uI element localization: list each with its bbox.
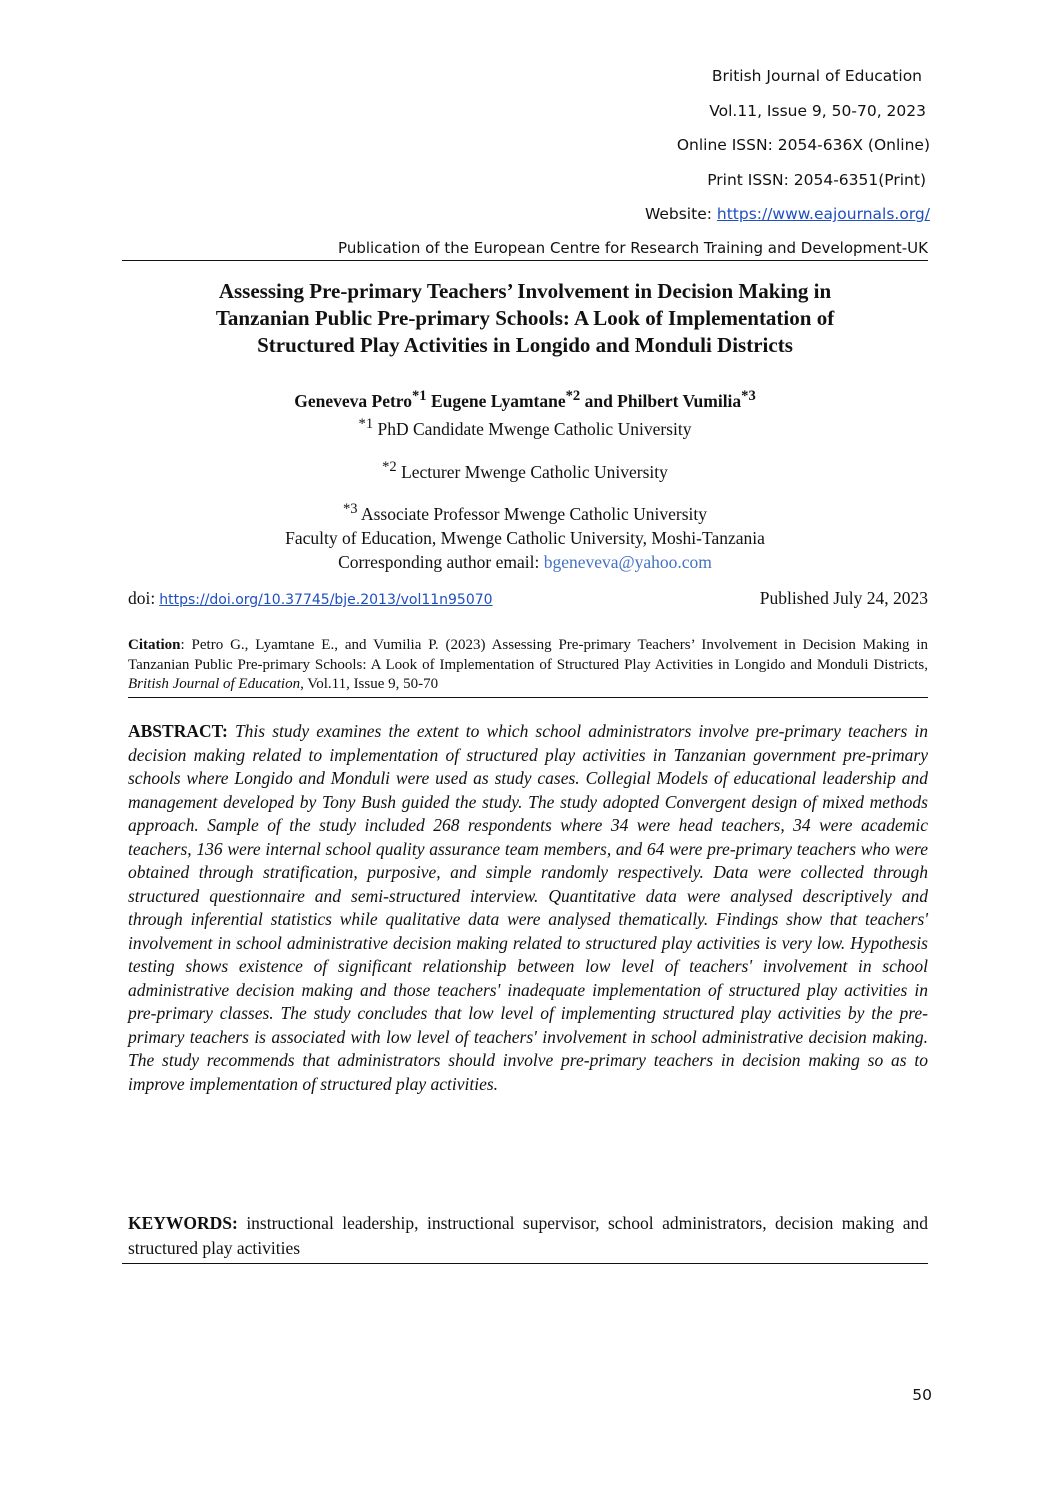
keywords bbox=[122, 1211, 928, 1264]
affiliation-1 bbox=[122, 412, 928, 441]
affiliation-2 bbox=[122, 455, 928, 484]
author-3-mark: *3 bbox=[741, 388, 756, 404]
author-2: Eugene Lyamtane bbox=[426, 390, 566, 411]
citation-text: : Petro G., Lyamtane E., and Vumilia P. (2023) Assessing Pre-primary Teachers’ Involvement in Decision Making in Tanzanian Public Pre-primary Schools: A Look of Implementation of Structured Play Activities in Longido and Monduli Districts, bbox=[128, 637, 928, 673]
online-issn: Online ISSN: 2054-636X (Online) bbox=[676, 136, 930, 154]
abstract bbox=[128, 720, 928, 1096]
email-label: Corresponding author email: bbox=[338, 552, 544, 573]
citation-journal: British Journal of Education bbox=[128, 676, 301, 693]
authors-block bbox=[122, 385, 928, 574]
affiliation-1-text: PhD Candidate Mwenge Catholic University bbox=[373, 418, 692, 439]
author-1-mark: *1 bbox=[412, 388, 427, 404]
publisher-line: Publication of the European Centre for Research Training and Development-UK bbox=[122, 238, 928, 261]
abstract-label: ABSTRACT: bbox=[128, 721, 228, 741]
faculty-line: Faculty of Education, Mwenge Catholic University, Moshi-Tanzania bbox=[285, 528, 765, 549]
author-2-mark: *2 bbox=[565, 388, 581, 404]
website-row bbox=[530, 200, 930, 235]
affiliation-2-mark: *2 bbox=[382, 458, 397, 475]
title-line-3: Structured Play Activities in Longido and Monduli Districts bbox=[257, 333, 793, 357]
journal-name: British Journal of Education bbox=[711, 67, 922, 85]
citation-label: Citation bbox=[128, 637, 181, 653]
keywords-label: KEYWORDS: bbox=[128, 1213, 238, 1233]
author-list bbox=[122, 385, 928, 412]
print-issn: Print ISSN: 2054-6351(Print) bbox=[707, 170, 926, 189]
citation-tail: , Vol.11, Issue 9, 50-70 bbox=[300, 676, 439, 693]
keywords-text: instructional leadership, instructional supervisor, school administrators, decision making and structured play activities bbox=[128, 1213, 928, 1258]
citation bbox=[128, 636, 928, 698]
doi-label: doi: bbox=[128, 588, 156, 608]
abstract-text: This study examines the extent to which school administrators involve pre-primary teachers in decision making related to implementation of structured play activities in Tanzanian government pre-primary schools where Longido and Monduli were used as study cases. Collegial Models of educational leadership and management developed by Tony Bush guided the study. The study adopted Convergent design of mixed methods approach. Sample of the study included 268 respondents where 34 were head teachers, 34 were academic teachers, 136 were internal school quality assurance team members, and 64 were pre-primary teachers who were obtained through stratification, purposive, and simple randomly respectively. Data were collected through structured questionnaire and semi-structured interview. Quantitative data were analysed descriptively and through inferential statistics while qualitative data were analysed thematically. Findings show that teachers' involvement in school administrative decision making related to structured play activities is very low. Hypothesis testing shows existence of significant relationship between low level of teachers' involvement in school administrative decision making and those teachers' inadequate implementation of structured play activities in pre-primary classes. The study concludes that low level of implementing structured play activities by the pre-primary teachers is associated with low level of teachers' involvement in school administrative decision making. The study recommends that administrators should involve pre-primary teachers in decision making so as to improve implementation of structured play activities. bbox=[128, 721, 928, 1094]
doi-row bbox=[128, 586, 928, 612]
author-3: and Philbert Vumilia bbox=[580, 390, 742, 411]
doi-link[interactable]: https://doi.org/10.37745/bje.2013/vol11n95070 bbox=[159, 592, 493, 608]
title-line-2: Tanzanian Public Pre-primary Schools: A Look of Implementation of bbox=[215, 306, 835, 330]
published-date: Published July 24, 2023 bbox=[759, 588, 928, 608]
affiliation-2-text: Lecturer Mwenge Catholic University bbox=[396, 461, 668, 482]
affiliation-3-text: Associate Professor Mwenge Catholic University bbox=[357, 504, 708, 525]
page-number: 50 bbox=[912, 1386, 932, 1404]
author-1: Geneveva Petro bbox=[294, 390, 413, 411]
website-link[interactable]: https://www.eajournals.org/ bbox=[716, 205, 930, 223]
affiliation-3-mark: *3 bbox=[342, 501, 358, 518]
paper-title bbox=[122, 278, 928, 359]
journal-header bbox=[530, 62, 930, 235]
title-line-1: Assessing Pre-primary Teachers’ Involvement in Decision Making in bbox=[218, 279, 832, 303]
website-label: Website: bbox=[644, 205, 717, 223]
affiliation-3 bbox=[122, 497, 928, 526]
journal-volume: Vol.11, Issue 9, 50-70, 2023 bbox=[709, 101, 926, 120]
email-link[interactable]: bgeneveva@yahoo.com bbox=[543, 552, 712, 573]
email-row bbox=[122, 550, 928, 574]
affiliation-1-mark: *1 bbox=[358, 415, 374, 432]
